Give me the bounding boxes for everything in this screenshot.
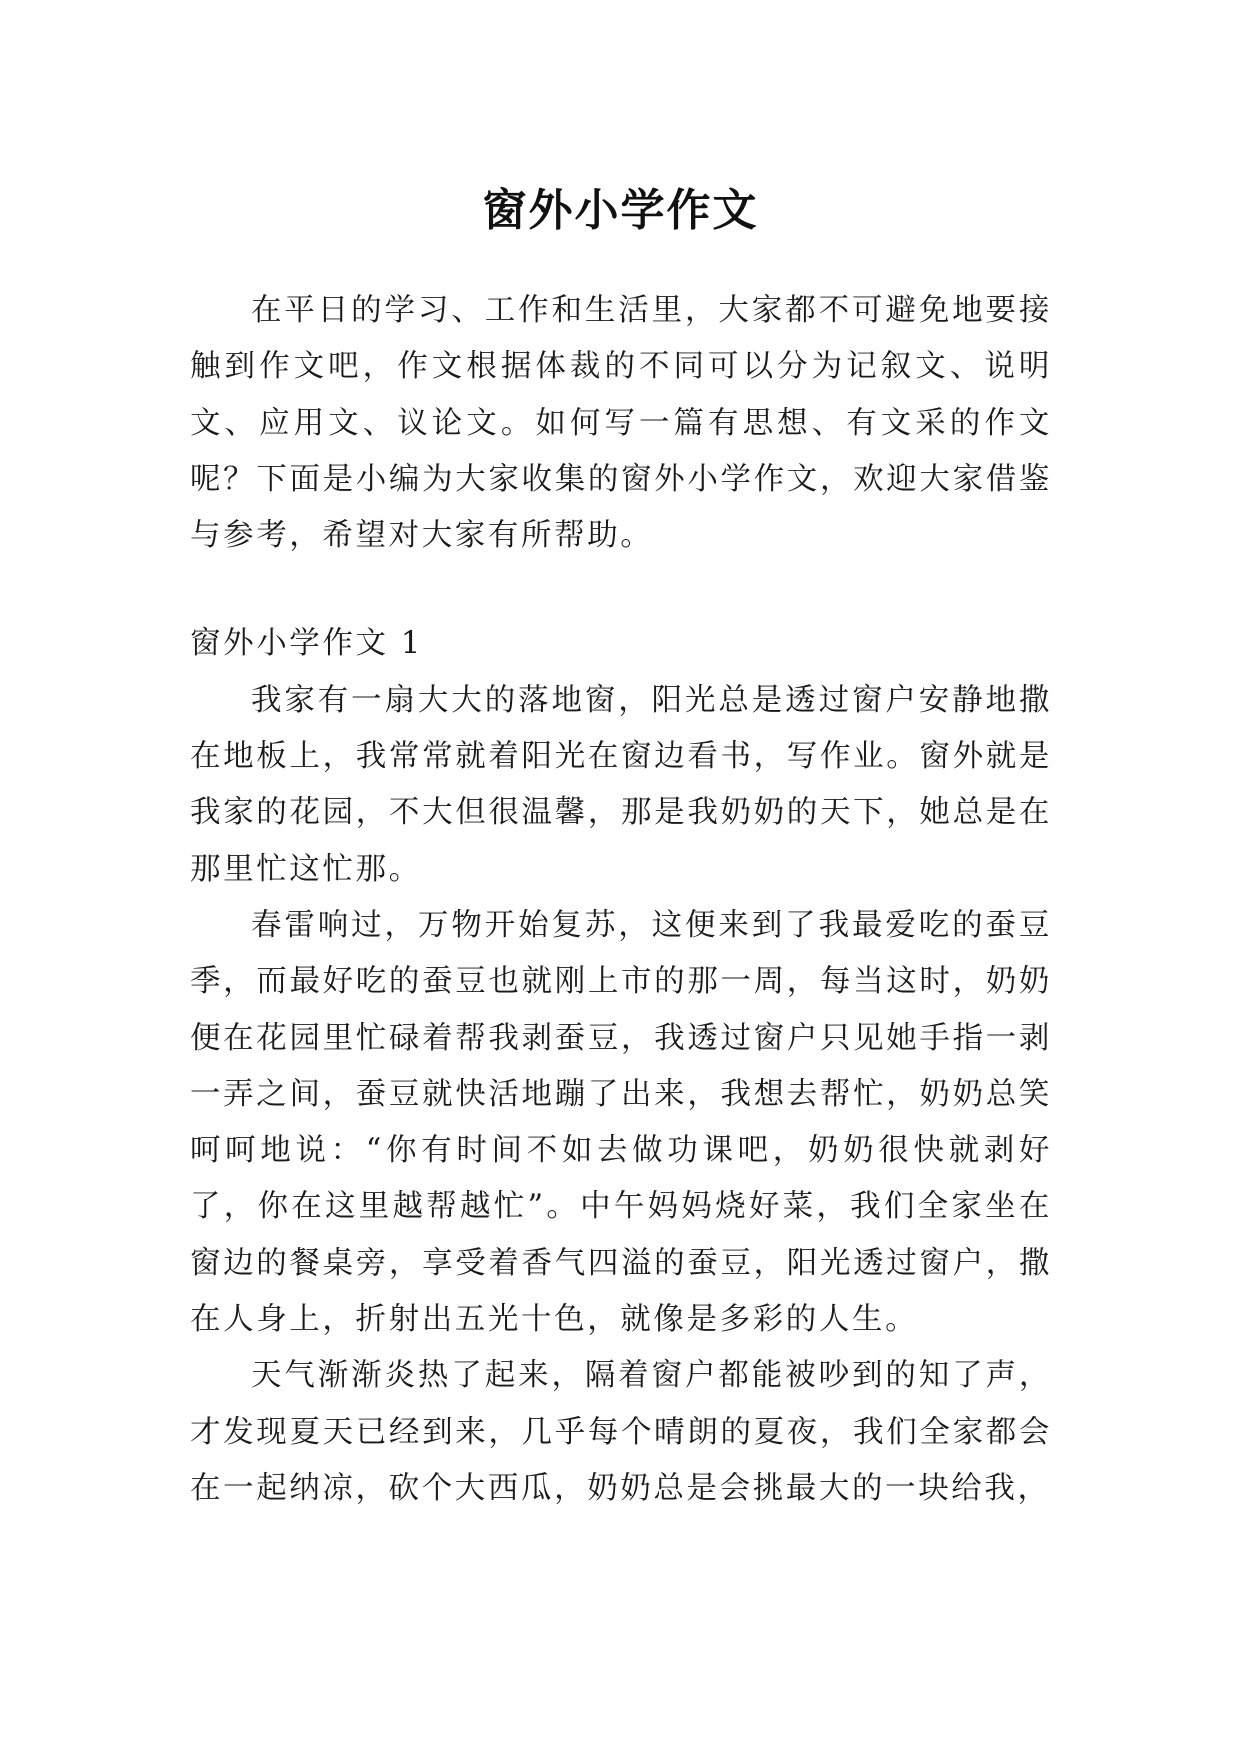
document-body [190,283,1052,1517]
section-heading: 窗外小学作文 1 [190,626,423,662]
body-paragraph-2: 春雷响过，万物开始复苏，这便来到了我最爱吃的蚕豆季，而最好吃的蚕豆也就刚上市的那一周，每当这时，奶奶便在花园里忙碌着帮我剥蚕豆，我透过窗户只见她手指一剥一弄之间，蚕豆就快活地蹦了出来，我想去帮忙，奶奶总笑呵呵地说：“你有时间不如去做功课吧，奶奶很快就剥好了，你在这里越帮越忙”。中午妈妈烧好菜，我们全家坐在窗边的餐桌旁，享受着香气四溢的蚕豆，阳光透过窗户，撒在人身上，折射出五光十色，就像是多彩的人生。 [190,907,1052,1338]
body-paragraph-3: 天气渐渐炎热了起来，隔着窗户都能被吵到的知了声，才发现夏天已经到来，几乎每个晴朗的夏夜，我们全家都会在一起纳凉，砍个大西瓜，奶奶总是会挑最大的一块给我， [190,1358,1052,1506]
intro-paragraph: 在平日的学习、工作和生活里，大家都不可避免地要接触到作文吧，作文根据体裁的不同可以分为记叙文、说明文、应用文、议论文。如何写一篇有思想、有文采的作文呢？下面是小编为大家收集的窗外小学作文，欢迎大家借鉴与参考，希望对大家有所帮助。 [190,293,1052,554]
body-paragraph-1: 我家有一扇大大的落地窗，阳光总是透过窗户安静地撒在地板上，我常常就着阳光在窗边看书，写作业。窗外就是我家的花园，不大但很温馨，那是我奶奶的天下，她总是在那里忙这忙那。 [190,682,1052,887]
document-title: 窗外小学作文 [482,185,759,237]
